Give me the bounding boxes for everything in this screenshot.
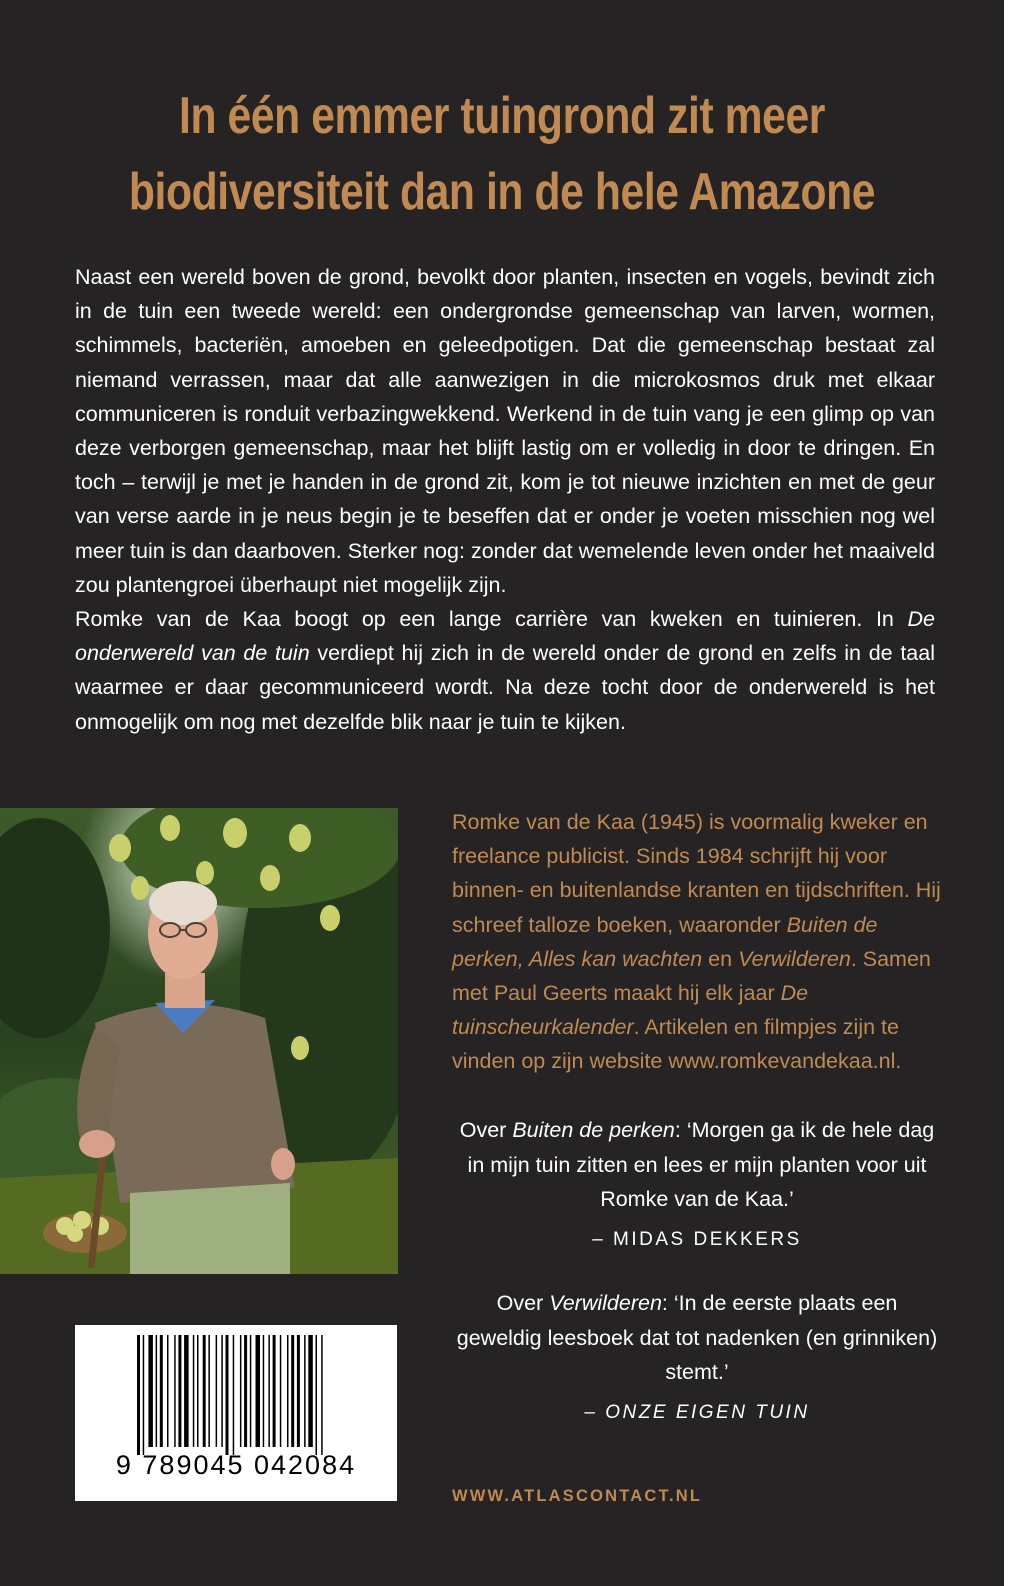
barcode-bar (143, 1335, 145, 1455)
book-title-alles-kan-wachten: Alles kan wachten (528, 946, 703, 971)
author-photo (0, 808, 398, 1274)
barcode-bar (197, 1335, 199, 1447)
barcode-bar (287, 1335, 289, 1447)
quote-2-body: : ‘In de eerste plaats een geweldig leesboek dat tot nadenken (en grinniken) stemt.’ (456, 1291, 938, 1384)
book-title-onderwereld: De onderwereld van de tuin (75, 607, 935, 666)
review-quote-2 (452, 1286, 942, 1430)
barcode-bar (203, 1335, 206, 1447)
barcode-bar (297, 1335, 300, 1447)
headline (0, 78, 1004, 230)
review-quote-1-text (452, 1113, 942, 1217)
bio-separator-2: en (702, 946, 739, 971)
bio-text-1: Romke van de Kaa (1945) is voormalig kweker en freelance publicist. Sinds 1984 schrijft hij voor binnen- en buitenlandse kranten en tijdschriften. Hij schreef talloze boeken, waaronder (452, 810, 941, 937)
review-quote-2-text (452, 1286, 942, 1390)
barcode-bar (240, 1335, 242, 1447)
barcode-bar (160, 1335, 163, 1447)
author-bio (452, 805, 942, 1079)
barcode-bar (184, 1335, 189, 1447)
barcode-bar (256, 1335, 261, 1447)
quote-1-title: Buiten de perken (512, 1118, 675, 1142)
bio-text-2: . Samen met Paul Geerts maakt hij elk jaar (452, 946, 931, 1006)
review-quote-2-attribution: – ONZE EIGEN TUIN (584, 1401, 810, 1423)
blurb-paragraph-2-end: verdiept hij zich in de wereld onder de grond en zelfs in de taal waarmee er daar gecommuniceerd wordt. Na deze tocht door de onderwereld is het onmogelijk om nog met dezelfde blik naar je tuin te kijken. (75, 641, 935, 734)
book-title-buiten-de-perken: Buiten de perken (452, 912, 878, 971)
quote-1-body: : ‘Morgen ga ik de hele dag in mijn tuin zitten en lees er mijn planten voor uit Romke van de Kaa.’ (467, 1118, 935, 1211)
page-edge (1004, 0, 1024, 1586)
barcode-bar (263, 1335, 265, 1447)
barcode-bar (308, 1335, 313, 1447)
barcode-bar (137, 1335, 140, 1455)
barcode-bar (268, 1335, 270, 1447)
isbn-barcode (75, 1325, 397, 1501)
barcode-bar (178, 1335, 181, 1447)
barcode-bar (174, 1335, 176, 1447)
barcode-bar (291, 1335, 294, 1447)
barcode-bar (233, 1335, 235, 1455)
barcode-bar (167, 1335, 169, 1447)
book-title-tuinscheurkalender: De tuinscheurkalender (452, 981, 809, 1040)
headline-line-1: In één emmer tuingrond zit meer (179, 87, 825, 145)
barcode-bar (321, 1335, 323, 1455)
barcode-bar (273, 1335, 276, 1447)
publisher-website: WWW.ATLASCONTACT.NL (452, 1487, 703, 1505)
blurb-paragraph-2-start: Romke van de Kaa boogt op een lange carrière van kweken en tuinieren. In (75, 607, 908, 632)
barcode-bar (156, 1335, 158, 1447)
barcode-bar (148, 1335, 153, 1447)
barcode-bar (250, 1335, 252, 1447)
barcode-bar (226, 1335, 229, 1455)
author-bio-text (452, 805, 942, 1079)
blurb-paragraph-2 (75, 602, 935, 739)
quote-2-prefix: Over (496, 1291, 550, 1315)
barcode-bar (193, 1335, 195, 1447)
headline-line-2: biodiversiteit dan in de hele Amazone (128, 163, 876, 221)
blurb (75, 260, 935, 739)
book-title-verwilderen: Verwilderen (738, 946, 851, 971)
quote-2-title: Verwilderen (549, 1291, 662, 1315)
blurb-paragraph-1: Naast een wereld boven de grond, bevolkt door planten, insecten en vogels, bevindt zich in de tuin een tweede wereld: een ondergrondse gemeenschap van larven, wormen, schimmels, bacteriën, amoeben en geleedpotigen. Dat die gemeenschap bestaat zal niemand verrassen, maar dat alle aanwezigen in die microkosmos druk met elkaar communiceren is ronduit verbazingwekkend. Werkend in de tuin vang je een glimp op van deze verborgen gemeenschap, maar het blijft lastig om er volledig in door te dringen. En toch – terwijl je met je handen in de grond zit, kom je tot nieuwe inzichten en met de geur van verse aarde in je neus begin je te beseffen dat er onder je voeten misschien nog wel meer tuin is dan daarboven. Sterker nog: zonder dat wemelende leven onder het maaiveld zou plantengroei überhaupt niet mogelijk zijn. (75, 265, 935, 597)
isbn-number: 9 789045 042084 (115, 1450, 357, 1480)
barcode-bar (216, 1335, 218, 1447)
bio-separator-1: , (517, 946, 529, 971)
barcode-bar (280, 1335, 282, 1447)
review-quote-1 (452, 1113, 942, 1257)
quote-1-prefix: Over (459, 1118, 513, 1142)
review-quote-1-attribution: – MIDAS DEKKERS (592, 1228, 802, 1250)
barcode-bar (221, 1335, 223, 1447)
barcode-bar (244, 1335, 247, 1447)
barcode-bar (304, 1335, 306, 1447)
barcode-bar (208, 1335, 210, 1447)
barcode-bars (75, 1325, 397, 1455)
barcode-bar (316, 1335, 318, 1455)
bio-text-3: . Artikelen en filmpjes zijn te vinden op zijn website www.romkevandekaa.nl. (452, 1015, 902, 1074)
